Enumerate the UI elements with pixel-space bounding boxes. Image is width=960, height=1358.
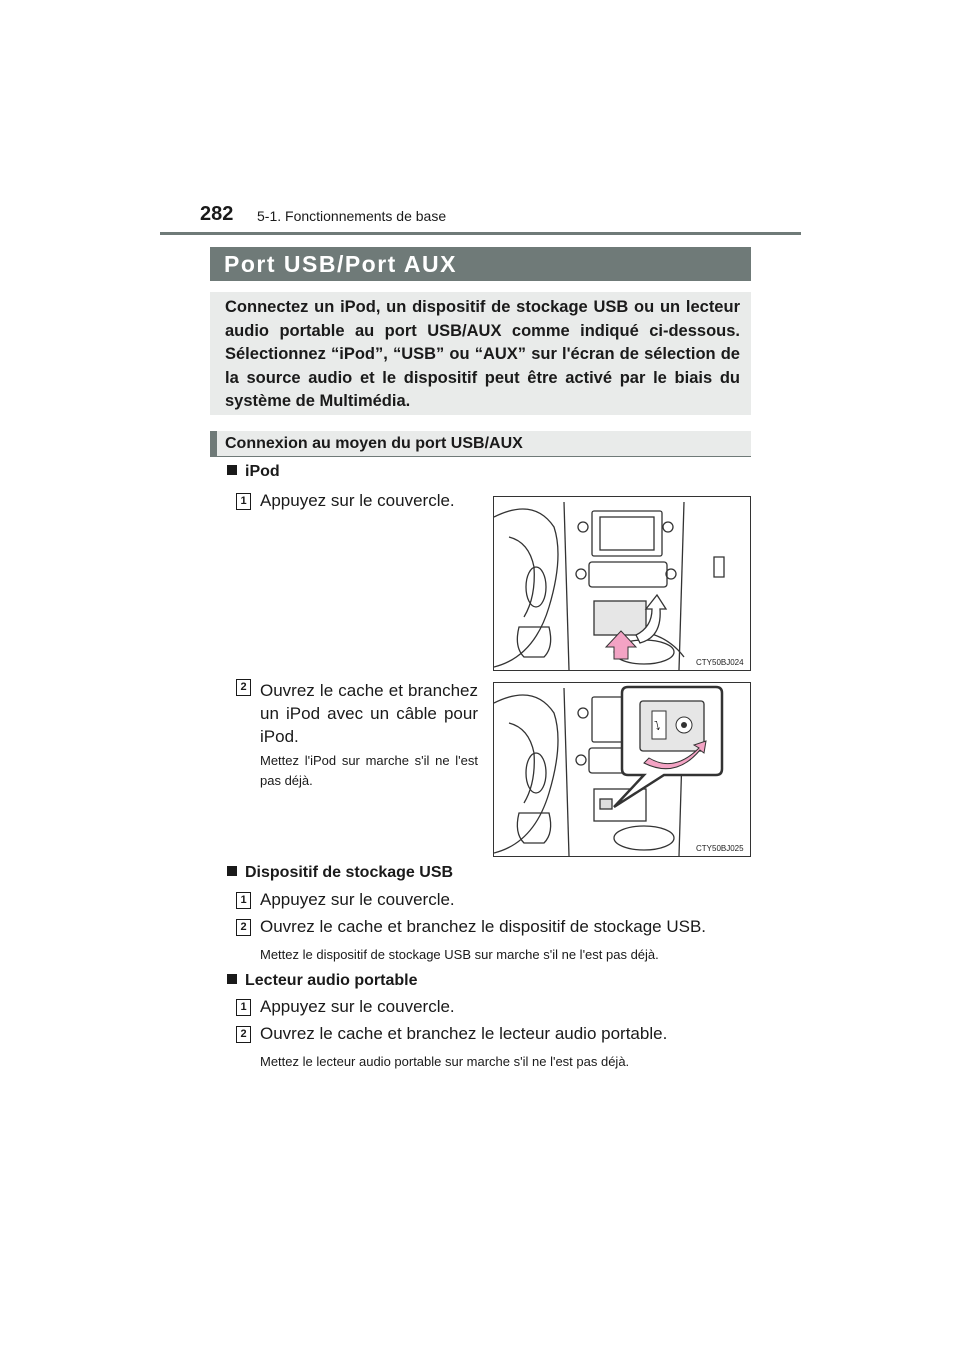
step-number-badge: 1 <box>236 493 251 510</box>
dashboard-illustration-2 <box>494 683 750 856</box>
usb-heading <box>227 864 453 882</box>
step-number-badge: 1 <box>236 999 251 1016</box>
portable-heading <box>227 972 417 990</box>
ipod-step2-text: Ouvrez le cache et branchez un iPod avec un câble pour iPod. <box>260 681 478 746</box>
figure-code: CTY50BJ024 <box>696 658 744 667</box>
ipod-heading <box>227 463 280 481</box>
square-bullet-icon <box>227 465 237 475</box>
usb-step1-text: Appuyez sur le couvercle. <box>260 890 455 909</box>
figure-press-cover <box>493 496 751 671</box>
step-number-badge: 1 <box>236 892 251 909</box>
usb-heading-text: Dispositif de stockage USB <box>245 864 454 881</box>
section-reference: 5-1. Fonctionnements de base <box>257 208 447 224</box>
portable-heading-text: Lecteur audio portable <box>245 972 418 989</box>
usb-icon: ⭝ <box>654 719 661 733</box>
dashboard-illustration-1 <box>494 497 750 670</box>
header-divider <box>160 232 801 235</box>
page-number: 282 <box>200 203 234 225</box>
step-number-badge: 2 <box>236 919 251 936</box>
usb-note: Mettez le dispositif de stockage USB sur marche s'il ne l'est pas déjà. <box>260 947 659 962</box>
page-title: Port USB/Port AUX <box>224 251 457 277</box>
usb-step2-text: Ouvrez le cache et branchez le dispositif de stockage USB. <box>260 917 707 936</box>
portable-step1-text: Appuyez sur le couvercle. <box>260 997 455 1016</box>
step-number-badge: 2 <box>236 679 251 696</box>
intro-text: Connectez un iPod, un dispositif de stockage USB ou un lecteur audio portable au port USB/AUX comme indiqué ci-dessous. Sélectionnez “iPod”, “USB” ou “AUX” sur l'écran de sélection de la source audio et le dispositif peut être activé par le biais du système de Multimédia. <box>225 298 740 410</box>
ipod-heading-text: iPod <box>245 463 280 480</box>
figure-code: CTY50BJ025 <box>696 844 744 853</box>
square-bullet-icon <box>227 866 237 876</box>
subsection-rule <box>210 456 751 457</box>
step-number-badge: 2 <box>236 1026 251 1043</box>
figure-open-cover <box>493 682 751 857</box>
ipod-step2-note: Mettez l'iPod sur marche s'il ne l'est pas déjà. <box>260 753 478 788</box>
ipod-step1-text: Appuyez sur le couvercle. <box>260 491 455 510</box>
square-bullet-icon <box>227 974 237 984</box>
portable-step2-text: Ouvrez le cache et branchez le lecteur audio portable. <box>260 1024 668 1043</box>
subsection-title: Connexion au moyen du port USB/AUX <box>225 435 523 452</box>
portable-note: Mettez le lecteur audio portable sur marche s'il ne l'est pas déjà. <box>260 1054 630 1069</box>
